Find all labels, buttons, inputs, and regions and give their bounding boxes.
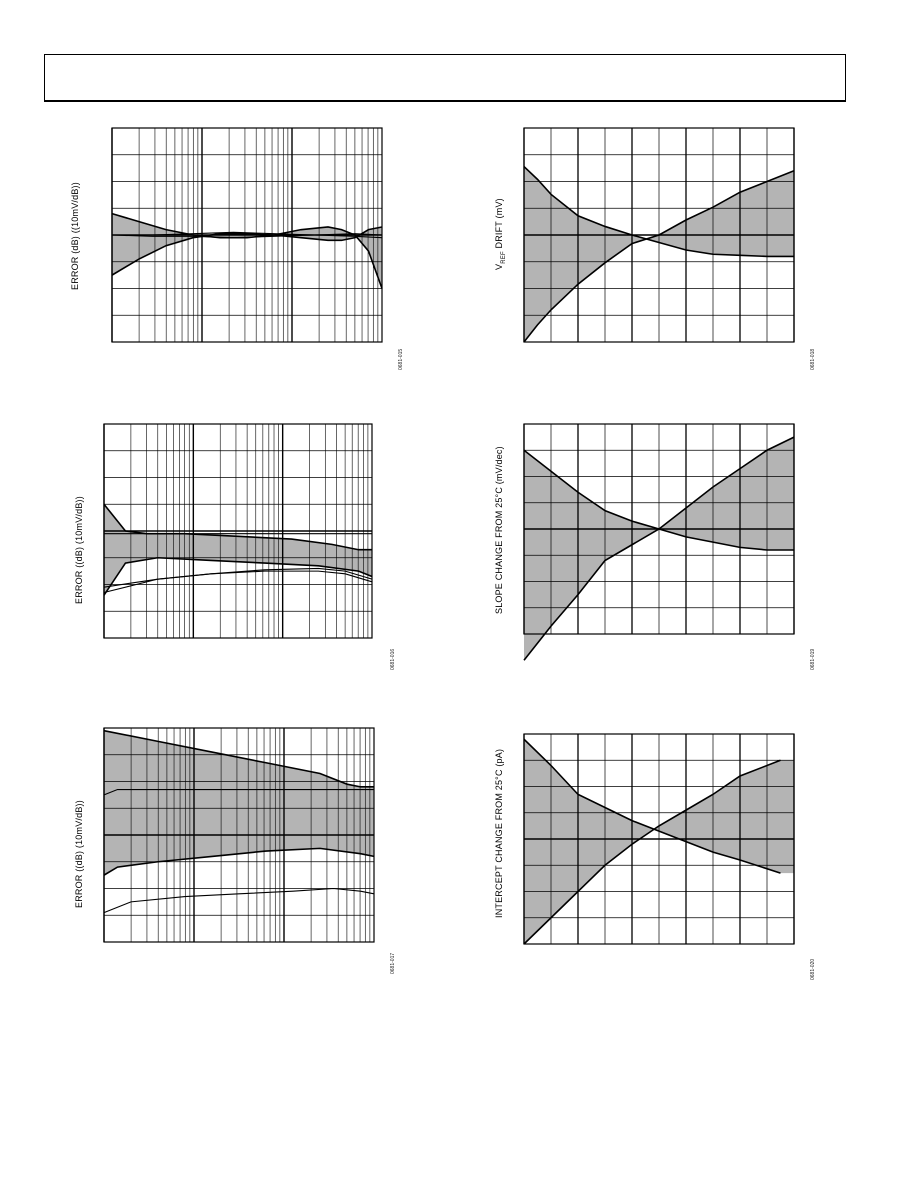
chart-panel-slope-change [480,418,830,678]
figure-number: 0681-020 [810,958,816,980]
chart-panel-error-3 [60,722,400,982]
figure-number: 0681-015 [398,348,404,370]
chart-y-axis-label: ERROR ((dB) (10mV/dB)) [74,800,84,908]
chart-y-axis-label: $V_{REF}$ DRIFT (mV) [494,198,507,270]
chart-panel-error-1 [60,120,404,380]
chart-panel-vref-drift [480,120,830,380]
page-header-box [44,54,846,102]
figure-number: 0681-017 [390,952,396,974]
chart-panel-error-2 [60,418,400,678]
chart-svg [480,120,830,380]
chart-svg [480,418,830,678]
figure-number: 0681-019 [810,648,816,670]
figure-number: 0681-018 [810,348,816,370]
chart-svg [480,726,830,986]
chart-svg [60,418,400,678]
chart-y-axis-label: INTERCEPT CHANGE FROM 25°C (pA) [494,748,504,918]
chart-svg [60,120,400,380]
chart-y-axis-label: ERROR (dB) ((10mV/dB)) [70,182,80,290]
figure-number: 0681-016 [390,648,396,670]
chart-panel-intercept-change [480,726,830,986]
chart-y-axis-label: SLOPE CHANGE FROM 25°C (mV/dec) [494,446,504,614]
chart-svg [60,722,400,982]
chart-y-axis-label: ERROR ((dB) (10mV/dB)) [74,496,84,604]
